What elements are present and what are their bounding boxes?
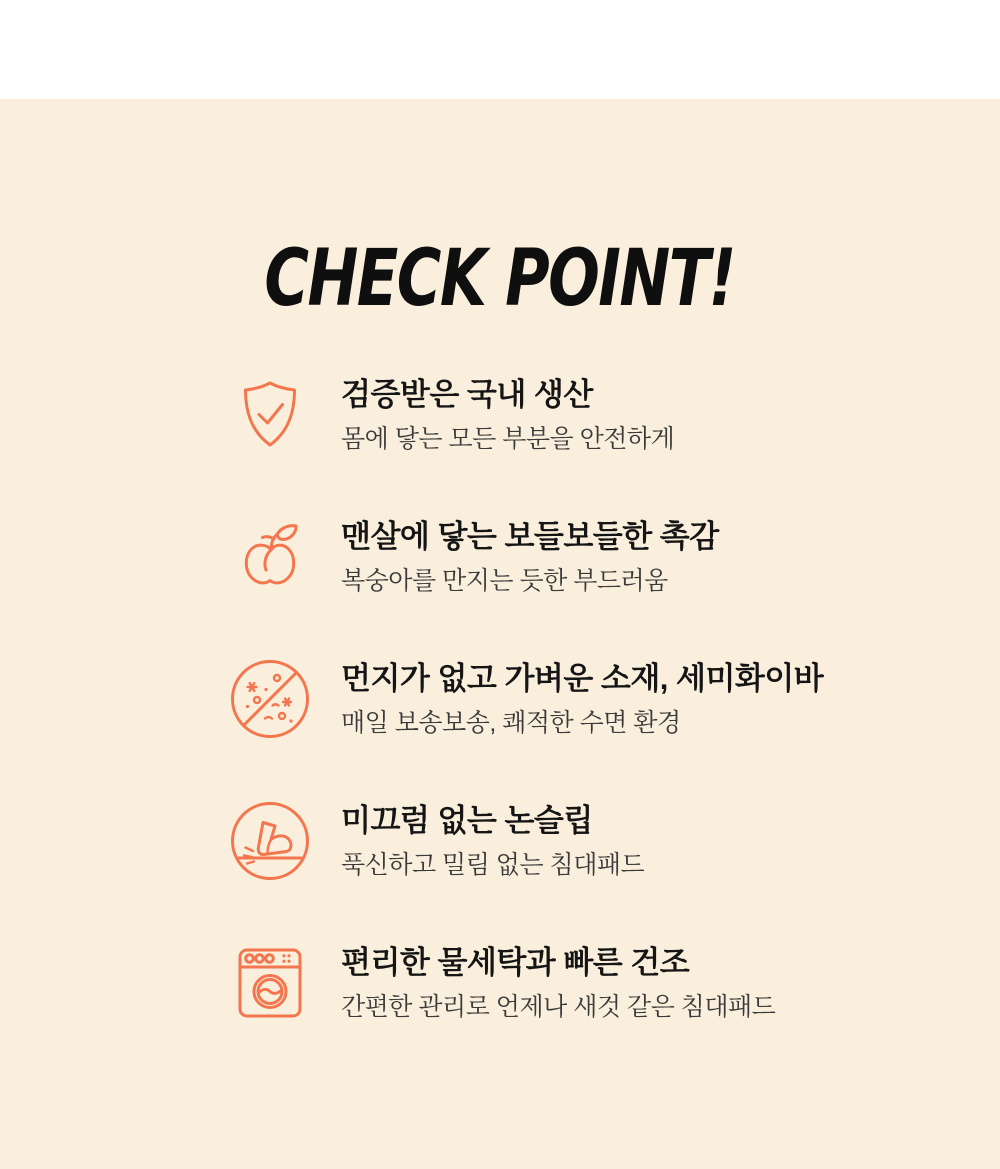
checkpoint-subtitle: 간편한 관리로 언제나 새것 같은 침대패드 [341,993,776,1022]
checkpoint-title: 맨살에 닿는 보들보들한 촉감 [341,518,719,554]
no-dust-icon [230,659,310,739]
checkpoint-subtitle: 매일 보송보송, 쾌적한 수면 환경 [341,709,681,738]
checkpoint-subtitle: 푹신하고 밀림 없는 침대패드 [341,851,645,880]
checkpoint-row-soft-touch [230,517,1000,597]
checkpoint-title: 편리한 물세탁과 빠른 건조 [341,944,690,980]
shield-check-icon [230,375,310,455]
checkpoint-title: 먼지가 없고 가벼운 소재, 세미화이바 [341,660,824,696]
checkpoint-title: 검증받은 국내 생산 [341,376,593,412]
checkpoint-list [0,375,1000,1023]
section-title: CHECK POINT! [264,234,736,324]
checkpoint-row-washable [230,943,1000,1023]
checkpoint-subtitle: 몸에 닿는 모든 부분을 안전하게 [341,425,675,454]
non-slip-icon [230,801,310,881]
checkpoint-row-domestic-production [230,375,1000,455]
checkpoint-subtitle: 복숭아를 만지는 듯한 부드러움 [341,567,668,596]
peach-icon [230,517,310,597]
checkpoint-text [341,518,719,596]
checkpoint-section [0,99,1000,1169]
top-white-strip [0,0,1000,99]
checkpoint-text [341,802,644,880]
section-header [0,234,1000,331]
checkpoint-text [341,376,674,454]
washing-machine-icon [230,943,310,1023]
checkpoint-row-no-dust [230,659,1000,739]
checkpoint-text [341,660,823,738]
checkpoint-title: 미끄럼 없는 논슬립 [341,802,593,838]
checkpoint-row-non-slip [230,801,1000,881]
checkpoint-text [341,944,775,1022]
